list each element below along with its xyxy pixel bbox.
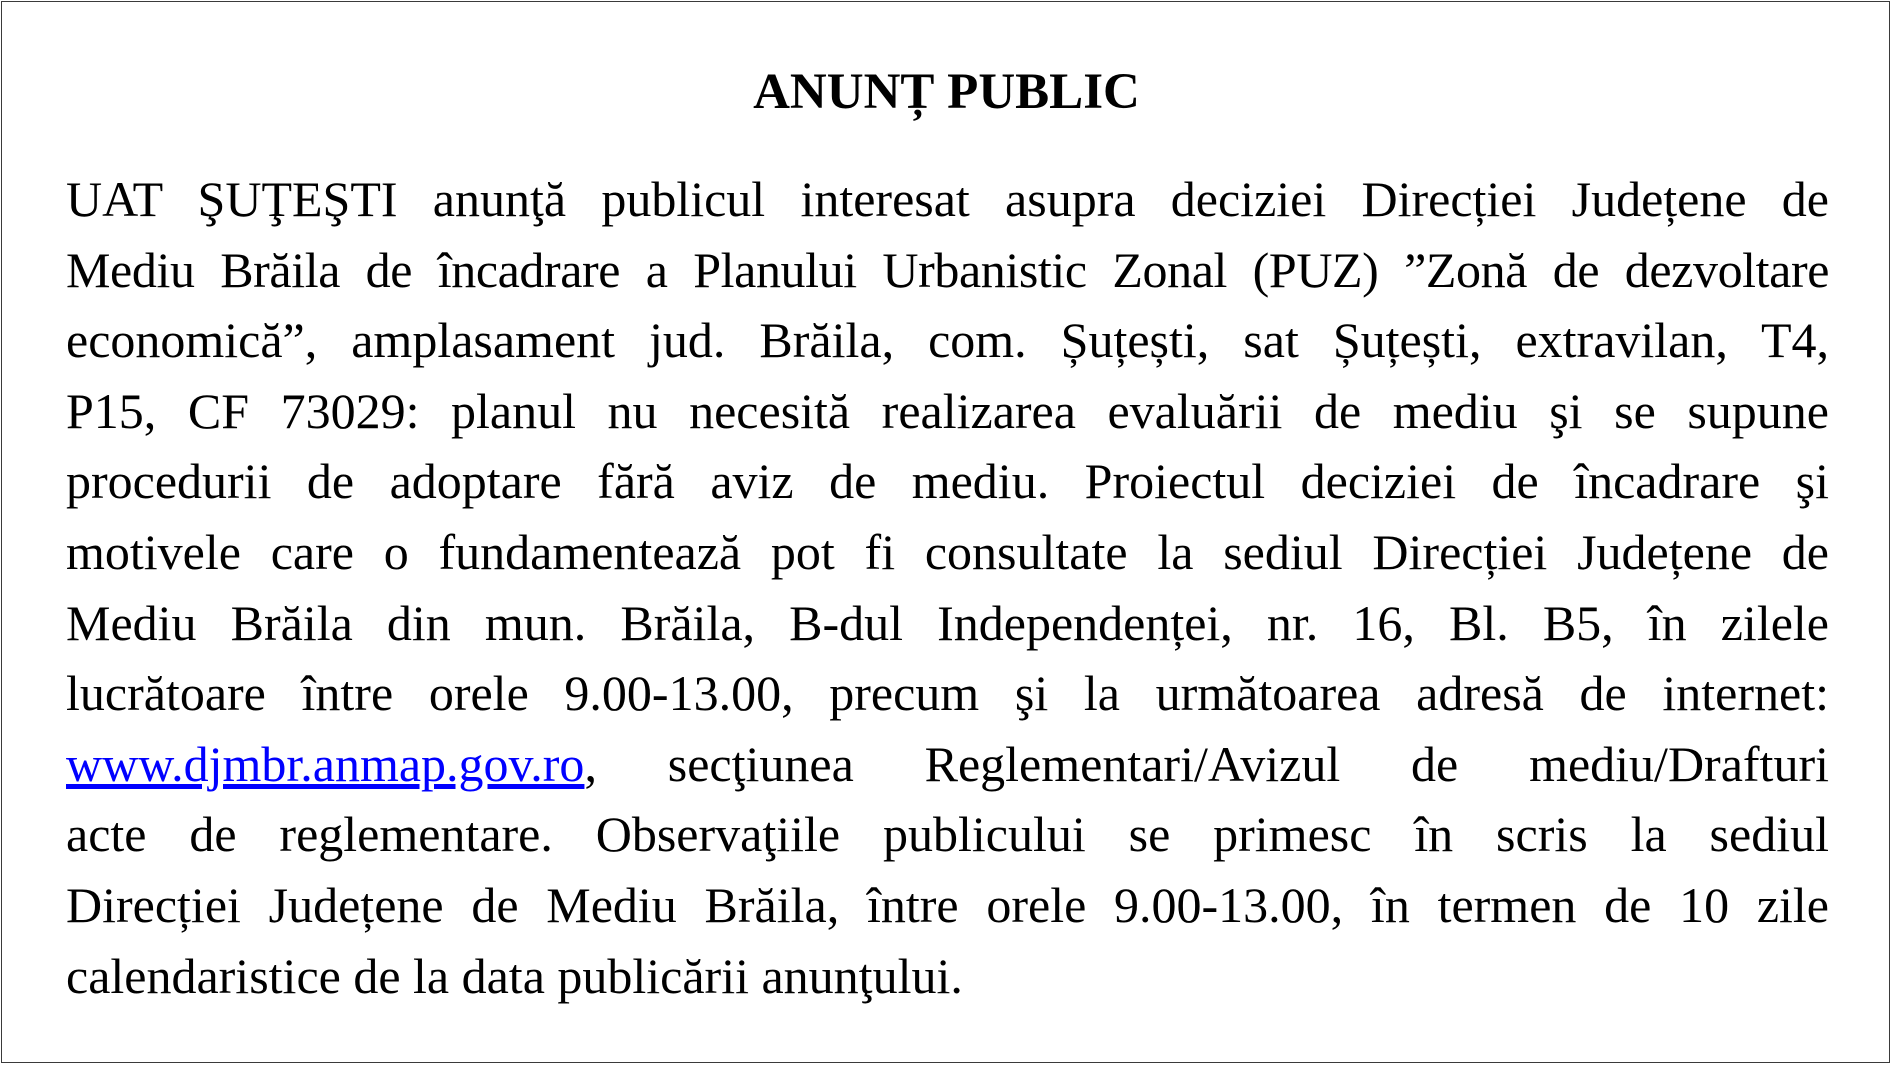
body-line: motivele care o fundamentează pot fi consultate la sediul Direcției Județene de <box>66 523 1829 580</box>
body-line: Direcției Județene de Mediu Brăila, între orele 9.00-13.00, în termen de 10 zile <box>66 876 1829 933</box>
body-line: UAT ŞUŢEŞTI anunţă publicul interesat asupra deciziei Direcției Județene de <box>66 171 1829 227</box>
body-line: procedurii de adoptare fără aviz de mediu. Proiectul deciziei de încadrare şi <box>66 453 1829 510</box>
body-line: Mediu Brăila din mun. Brăila, B-dul Independenței, nr. 16, Bl. B5, în zilele <box>66 594 1829 651</box>
link-line-rest: , secţiunea Reglementari/Avizul de mediu/Drafturi <box>584 735 1829 792</box>
body-line-with-link <box>66 729 1829 800</box>
notice-body <box>66 164 1829 1011</box>
body-line: lucrătoare între orele 9.00-13.00, precum şi la următoarea adresă de internet: <box>66 665 1829 722</box>
notice-title: ANUNȚ PUBLIC <box>753 64 1140 120</box>
body-line: P15, CF 73029: planul nu necesită realizarea evaluării de mediu şi se supune <box>66 382 1829 439</box>
body-line: economică”, amplasament jud. Brăila, com. Șuțești, sat Șuțești, extravilan, T4, <box>66 312 1829 369</box>
body-line: acte de reglementare. Observaţiile publicului se primesc în scris la sediul <box>66 806 1829 863</box>
body-line: calendaristice de la data publicării anunţului. <box>66 947 963 1004</box>
website-link[interactable]: www.djmbr.anmap.gov.ro <box>66 735 585 792</box>
body-line: Mediu Brăila de încadrare a Planului Urbanistic Zonal (PUZ) ”Zonă de dezvoltare <box>66 241 1829 298</box>
